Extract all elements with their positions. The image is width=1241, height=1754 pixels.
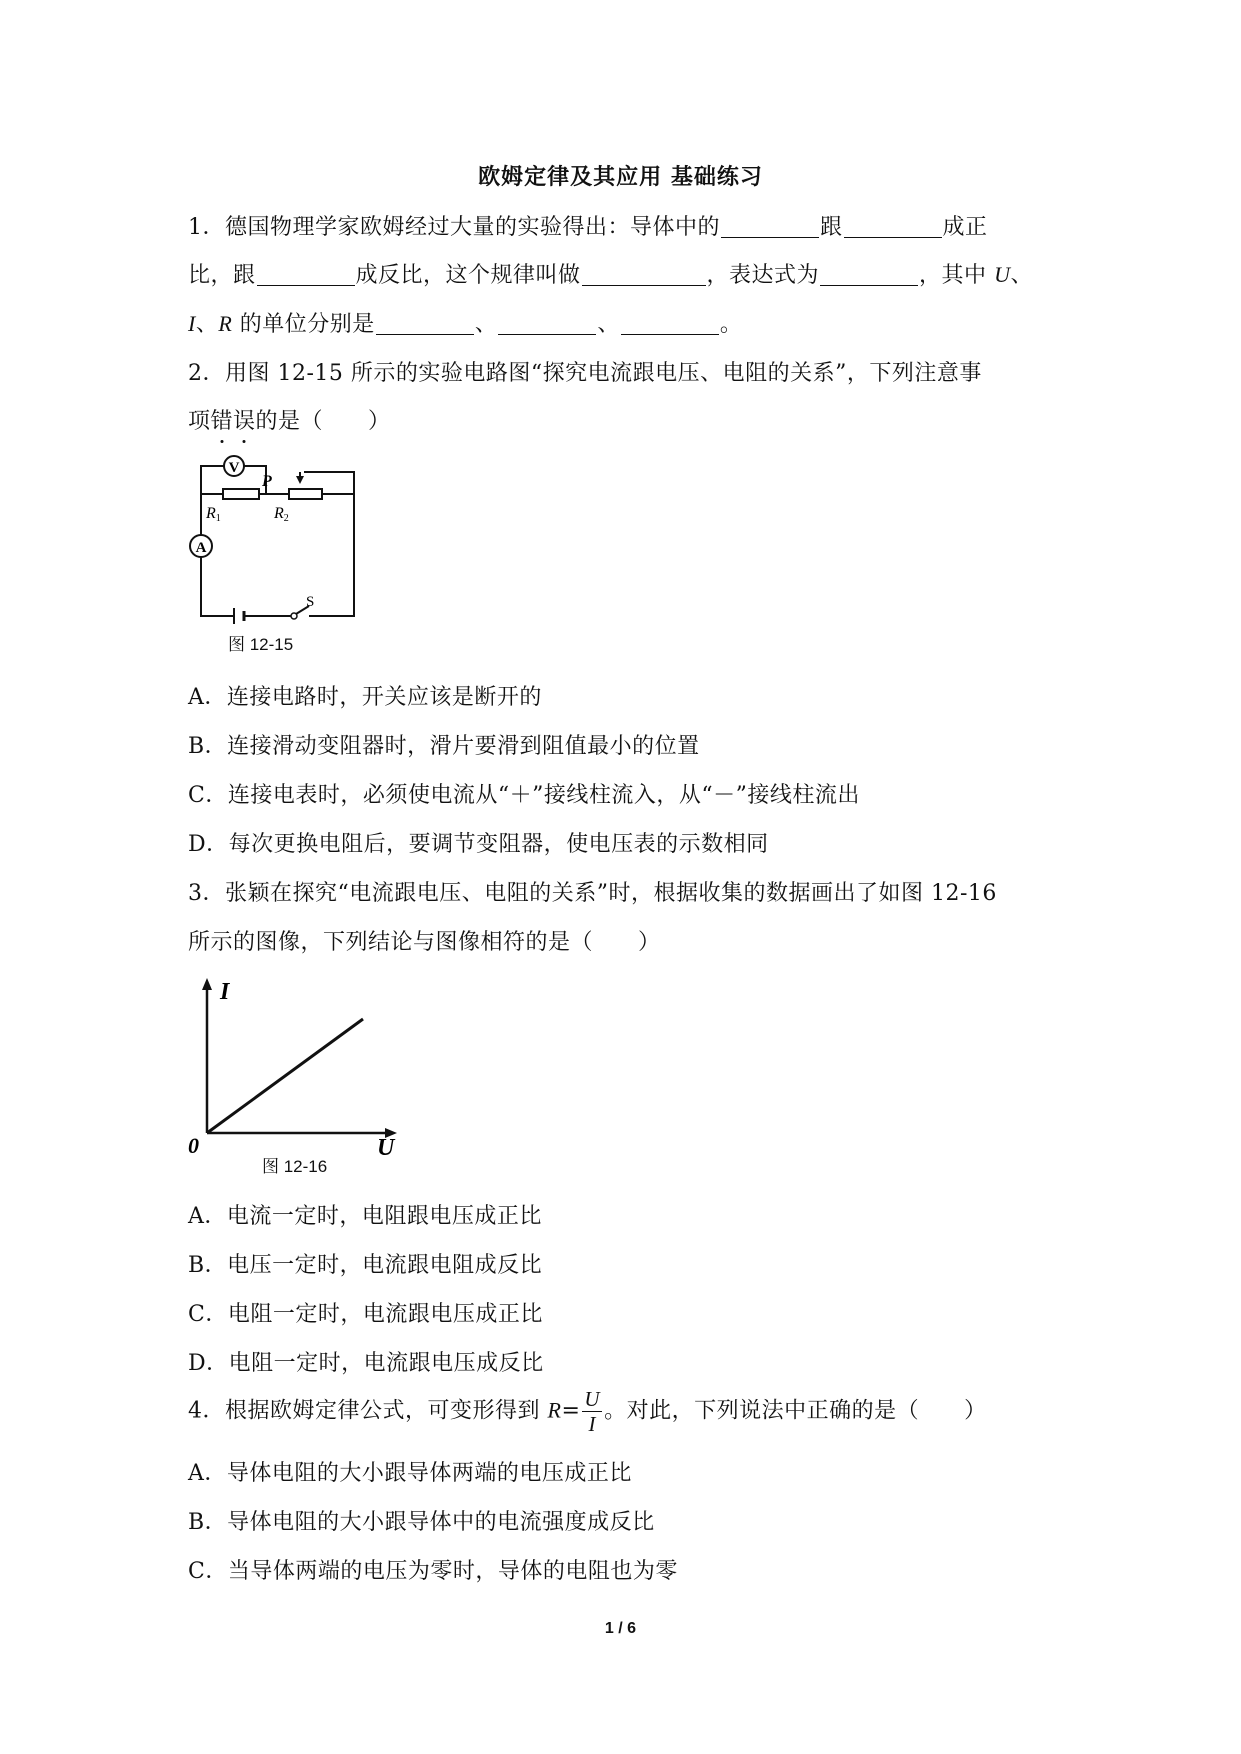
r1-label-text: R xyxy=(206,505,216,522)
slider-label: P xyxy=(262,473,272,490)
q1-text: 、 xyxy=(474,312,498,337)
answer-blank[interactable] xyxy=(376,312,474,335)
q4-stem xyxy=(188,1387,987,1436)
q1-text: 1．德国物理学家欧姆经过大量的实验得出：导体中的 xyxy=(188,215,720,240)
q4-option-a[interactable]: A．导体电阻的大小跟导体两端的电压成正比 xyxy=(188,1461,632,1486)
answer-blank[interactable] xyxy=(498,312,596,335)
q1-line-2 xyxy=(188,258,1033,289)
symbol-u: U xyxy=(994,262,1011,287)
y-axis-label: I xyxy=(220,979,230,1005)
answer-blank[interactable] xyxy=(582,263,706,286)
figure-caption-12-16: 图 12-16 xyxy=(262,1157,328,1176)
q1-text: 的单位分别是 xyxy=(239,312,375,337)
q1-text: 、 xyxy=(195,312,219,337)
q1-line-3 xyxy=(188,307,742,338)
q3-option-b[interactable]: B．电压一定时，电流跟电阻成反比 xyxy=(188,1253,543,1278)
fraction-denominator: I xyxy=(588,1412,596,1436)
q3-option-c[interactable]: C．电阻一定时，电流跟电压成正比 xyxy=(188,1302,543,1327)
answer-blank[interactable] xyxy=(721,215,819,238)
q4-text: 4．根据欧姆定律公式，可变形得到 xyxy=(188,1398,540,1424)
symbol-i: I xyxy=(188,311,196,336)
iu-graph xyxy=(190,975,410,1160)
q3-stem-line-2: 所示的图像，下列结论与图像相符的是（ ） xyxy=(188,930,661,955)
symbol-r: R xyxy=(218,311,233,336)
graph-line xyxy=(207,1019,363,1133)
q4-option-c[interactable]: C．当导体两端的电压为零时，导体的电阻也为零 xyxy=(188,1559,678,1584)
symbol-r: R xyxy=(547,1397,562,1423)
r1-subscript: 1 xyxy=(215,513,221,524)
q1-text: ，表达式为 xyxy=(706,263,820,288)
answer-blank[interactable] xyxy=(621,312,719,335)
equals-sign: = xyxy=(561,1398,581,1424)
circuit-wire xyxy=(201,466,224,494)
q2-option-b[interactable]: B．连接滑动变阻器时，滑片要滑到阻值最小的位置 xyxy=(188,734,700,759)
answer-blank[interactable] xyxy=(257,263,355,286)
r2-subscript: 2 xyxy=(283,513,289,524)
q1-text: 。 xyxy=(719,312,743,337)
voltmeter-label: V xyxy=(228,460,240,476)
q1-text: 、 xyxy=(597,312,620,337)
document-title: 欧姆定律及其应用 基础练习 xyxy=(478,164,763,190)
q3-option-a[interactable]: A．电流一定时，电阻跟电压成正比 xyxy=(188,1204,542,1229)
q2-text: 的是（ ） xyxy=(255,409,391,434)
origin-label: 0 xyxy=(188,1133,199,1158)
q1-text: 比，跟 xyxy=(188,263,256,288)
r2-label xyxy=(273,505,289,524)
q2-option-c[interactable]: C．连接电表时，必须使电流从“＋”接线柱流入，从“－”接线柱流出 xyxy=(188,783,860,808)
page-number: 1 / 6 xyxy=(604,1620,637,1637)
r1-label xyxy=(205,505,221,524)
formula-fraction xyxy=(582,1387,602,1436)
fraction-numerator: U xyxy=(584,1387,601,1411)
q4-text: 。对此，下列说法中正确的是（ ） xyxy=(604,1398,987,1424)
q1-text: 成正 xyxy=(942,215,988,240)
q2-text: 项 xyxy=(188,409,211,434)
resistor-r1 xyxy=(223,489,259,499)
q1-text: 、 xyxy=(1010,263,1033,288)
switch-label: S xyxy=(306,594,315,610)
answer-blank[interactable] xyxy=(844,215,942,238)
emphasis-char: 错 xyxy=(211,404,234,435)
emphasis-char: 误 xyxy=(233,404,256,435)
figure-caption-12-15: 图 12-15 xyxy=(228,635,294,654)
circuit-diagram xyxy=(196,446,364,620)
q2-option-d[interactable]: D．每次更换电阻后，要调节变阻器，使电压表的示数相同 xyxy=(188,832,769,857)
q1-text: 成反比，这个规律叫做 xyxy=(355,263,581,288)
q2-option-a[interactable]: A．连接电路时，开关应该是断开的 xyxy=(188,685,542,710)
ammeter-label: A xyxy=(195,540,207,556)
rheostat-r2 xyxy=(289,489,322,499)
r2-label-text: R xyxy=(274,505,284,522)
q2-stem-line-2 xyxy=(188,404,391,435)
q4-option-b[interactable]: B．导体电阻的大小跟导体中的电流强度成反比 xyxy=(188,1510,655,1535)
x-axis-label: U xyxy=(377,1135,395,1161)
q1-text: 跟 xyxy=(820,215,843,240)
q1-line-1 xyxy=(188,210,988,241)
q3-stem-line-1: 3．张颖在探究“电流跟电压、电阻的关系”时，根据收集的数据画出了如图 12-16 xyxy=(188,881,997,906)
q1-text: ，其中 xyxy=(919,263,987,288)
q3-option-d[interactable]: D．电阻一定时，电流跟电压成反比 xyxy=(188,1351,544,1376)
q2-stem-line-1: 2．用图 12-15 所示的实验电路图“探究电流跟电压、电阻的关系”，下列注意事 xyxy=(188,361,982,386)
answer-blank[interactable] xyxy=(820,263,918,286)
y-axis-arrow-icon xyxy=(202,978,212,990)
